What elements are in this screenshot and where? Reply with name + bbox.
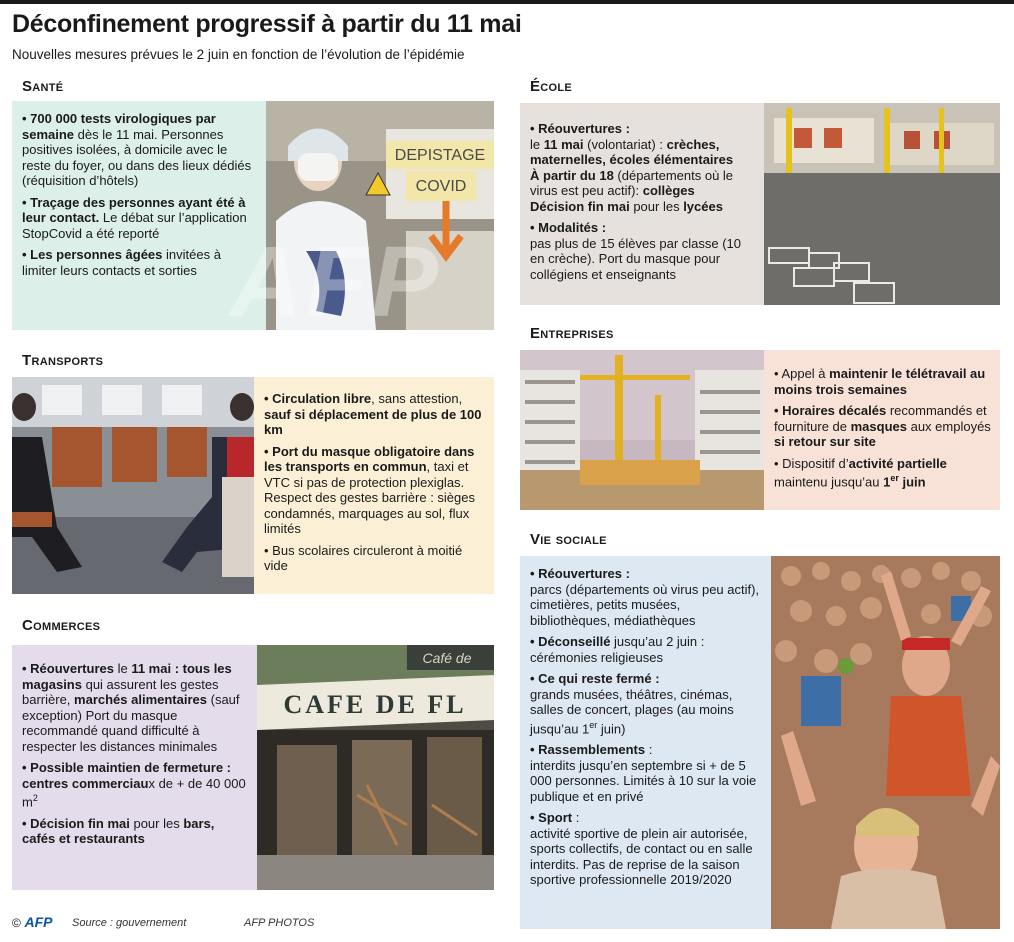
panel-ecole	[520, 103, 764, 305]
photo-sign-covid: COVID	[415, 178, 467, 195]
afp-watermark: AFP	[230, 226, 442, 338]
photo-sign-cafe-small: Café de	[422, 650, 472, 666]
vie-sociale-item-rassemblements: • Rassemblements : interdits jusqu’en septembre si + de 5 000 personnes. Limités à 10 sur la voie publique et en privé	[530, 742, 757, 804]
ecole-item-modalites: • Modalités : pas plus de 15 élèves par classe (10 en crèche). Port du masque pour collégiens et enseignants	[530, 220, 742, 282]
vie-sociale-item-ferme: • Ce qui reste fermé : grands musées, théâtres, cinémas, salles de concert, plages (au moins jusqu’au 1er juin)	[530, 671, 734, 736]
vie-sociale-item-reouvertures: • Réouvertures : parcs (départements où virus peu actif), cimetières, petits musées, bibliothèques, médiathèques	[530, 566, 760, 628]
panel-commerces	[12, 645, 257, 890]
sante-item-agees: • Les personnes âgées invitées à limiter leurs contacts et sorties	[22, 247, 221, 278]
page-subtitle: Nouvelles mesures prévues le 2 juin en fonction de l’évolution de l’épidémie	[12, 47, 465, 62]
photo-entreprises	[520, 350, 764, 510]
section-title-vie-sociale: Vie sociale	[530, 531, 607, 548]
commerces-item-centres: • Possible maintien de fermeture : centres commerciaux de + de 40 000 $m^2$	[22, 760, 246, 810]
ecole-item-reouvertures: • Réouvertures : le 11 mai (volontariat) : crèches, maternelles, écoles élémentaires À partir du 18 (départements où le virus est peu actif): collèges Décision fin mai pour les lycées	[530, 121, 734, 214]
photo-vie-sociale	[771, 556, 1000, 929]
entreprises-item-activite-partielle: • Dispositif d’activité partielle maintenu jusqu’au 1er juin	[774, 455, 947, 490]
afp-logo-text: AFP	[24, 914, 53, 930]
photo-transports	[12, 377, 254, 594]
section-title-sante: Santé	[22, 78, 64, 95]
footer-photos: AFP PHOTOS	[244, 917, 315, 929]
section-title-transports: Transports	[22, 352, 104, 369]
panel-vie-sociale	[520, 556, 771, 929]
panel-entreprises	[764, 350, 1000, 510]
transports-item-circulation: • Circulation libre, sans attestion, sauf si déplacement de plus de 100 km	[264, 391, 482, 437]
photo-commerces	[257, 645, 494, 890]
section-title-commerces: Commerces	[22, 617, 101, 634]
entreprises-item-horaires: • Horaires décalés recommandés et fourniture de masques aux employés si retour sur site	[774, 403, 991, 449]
panel-transports	[254, 377, 494, 594]
section-title-ecole: École	[530, 78, 573, 95]
panel-sante	[12, 101, 266, 330]
section-title-entreprises: Entreprises	[530, 325, 614, 342]
top-rule	[0, 0, 1014, 4]
commerces-item-reouvertures: • Réouvertures le 11 mai : tous les magasins qui assurent les gestes barrière, marchés alimentaires (sauf exception) Port du masque recommandé quand difficulté à respecter les distances minimales	[22, 661, 240, 754]
commerces-item-bars: • Décision fin mai pour les bars, cafés et restaurants	[22, 815, 215, 847]
transports-item-bus: • Bus scolaires circuleront à moitié vide	[264, 542, 463, 573]
vie-sociale-item-deconseille: • Déconseillé jusqu’au 2 juin : cérémonies religieuses	[530, 634, 705, 665]
entreprises-item-teletravail: • Appel à maintenir le télétravail au moins trois semaines	[774, 366, 986, 397]
footer-source: Source : gouvernement	[72, 917, 187, 929]
vie-sociale-item-sport: • Sport : activité sportive de plein air autorisée, sports collectifs, de contact ou en salle interdits. Pas de reprise de la saison sportive professionnelle 2019/2020	[530, 810, 753, 888]
sante-item-tests: • 700 000 tests virologiques par semaine dès le 11 mai. Personnes positives isolées, à domicile avec le reste du foyer, ou dans des lieux dédiés (réquisition d’hôtels)	[22, 111, 252, 188]
afp-logo: © AFP	[12, 914, 53, 930]
photo-sign-depistage: DEPISTAGE	[394, 147, 486, 164]
sante-item-tracage: • Traçage des personnes ayant été à leur contact. Le débat sur l’application StopCovid a été reporté	[22, 194, 247, 241]
transports-item-masque: • Port du masque obligatoire dans les transports en commun, taxi et VTC si pas de protection plexiglas. Respect des gestes barrière : sièges condamnés, marquages au sol, flux limités	[264, 443, 475, 536]
photo-ecole	[764, 103, 1000, 305]
photo-sign-cafe: CAFE DE FL	[283, 690, 467, 719]
page-title: Déconfinement progressif à partir du 11 mai	[12, 10, 522, 38]
